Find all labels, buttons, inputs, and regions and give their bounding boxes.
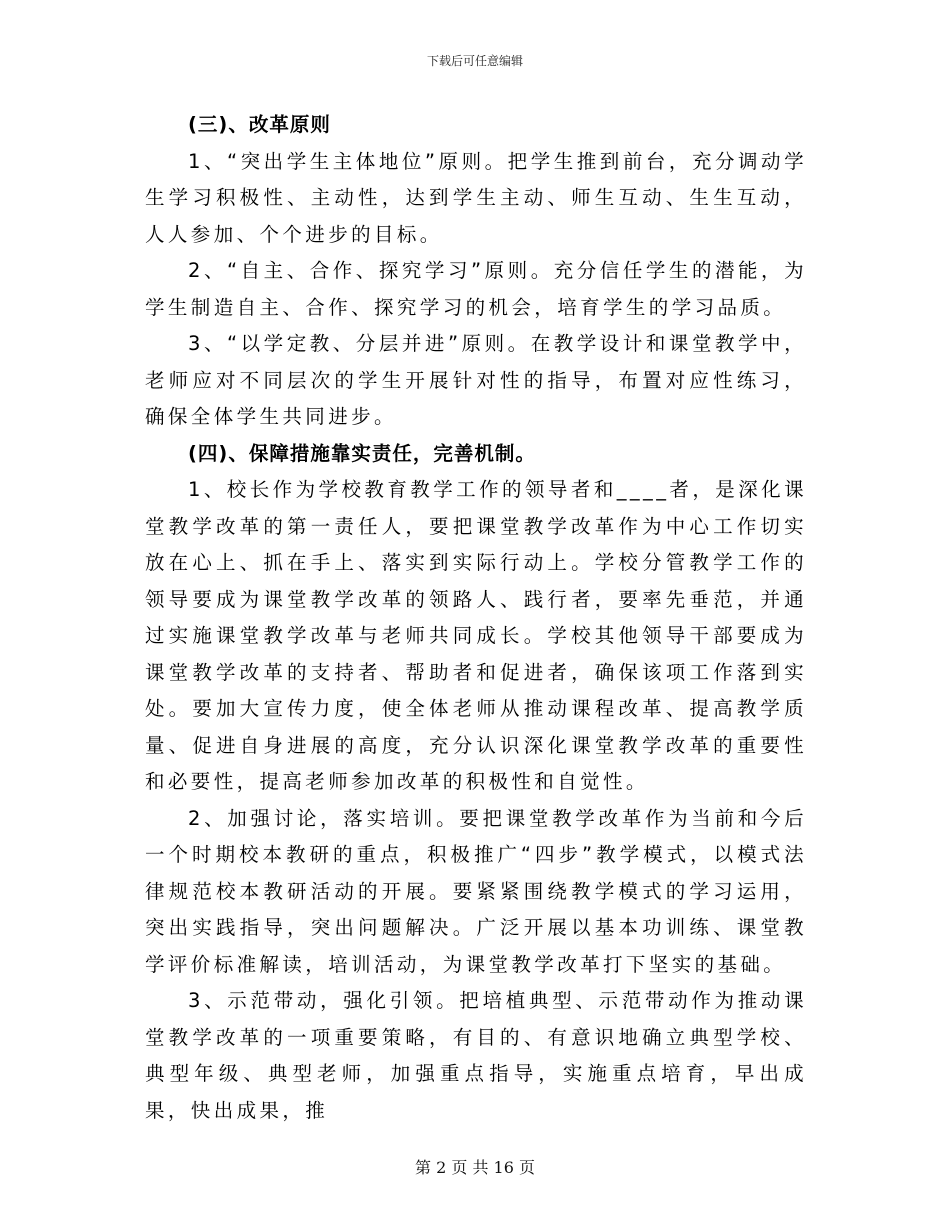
paragraph-principle-3: 3、“以学定教、分层并进”原则。在教学设计和课堂教学中，老师应对不同层次的学生开展针对性的指导，布置对应性练习，确保全体学生共同进步。 [145,332,807,428]
paragraph-measure-2: 2、加强讨论，落实培训。要把课堂教学改革作为当前和今后一个时期校本教研的重点，积极推广“四步”教学模式，以模式法律规范校本教研活动的开展。要紧紧围绕教学模式的学习运用，突出实践指导，突出问题解决。广泛开展以基本功训练、课堂教学评价标准解读，培训活动，为课堂教学改革打下坚实的基础。 [145,806,807,976]
document-body [145,107,807,1129]
paragraph-measure-3: 3、示范带动，强化引领。把培植典型、示范带动作为推动课堂教学改革的一项重要策略，有目的、有意识地确立典型学校、典型年级、典型老师，加强重点指导，实施重点培育，早出成果，快出成果，推 [145,989,807,1122]
paragraph-principle-1: 1、“突出学生主体地位”原则。把学生推到前台，充分调动学生学习积极性、主动性，达到学生主动、师生互动、生生互动，人人参加、个个进步的目标。 [145,149,807,246]
page-header-note: 下载后可任意编辑 [426,54,523,68]
page-number-footer: 第 2 页 共 16 页 [415,1158,535,1177]
section-heading-reform-principles: (三)、改革原则 [188,113,331,136]
paragraph-measure-1: 1、校长作为学校教育教学工作的领导者和____者，是深化课堂教学改革的第一责任人，要把课堂教学改革作为中心工作切实放在心上、抓在手上、落实到实际行动上。学校分管教学工作的领导要成为课堂教学改革的领路人、践行者，要率先垂范，并通过实施课堂教学改革与老师共同成长。学校其他领导干部要成为课堂教学改革的支持者、帮助者和促进者，确保该项工作落到实处。要加大宣传力度，使全体老师从推动课程改革、提高教学质量、促进自身进展的高度，充分认识深化课堂教学改革的重要性和必要性，提高老师参加改革的积极性和自觉性。 [145,478,807,793]
paragraph-principle-2: 2、“自主、合作、探究学习”原则。充分信任学生的潜能，为学生制造自主、合作、探究学习的机会，培育学生的学习品质。 [145,259,807,319]
section-heading-safeguards: (四)、保障措施靠实责任，完善机制。 [188,441,536,465]
